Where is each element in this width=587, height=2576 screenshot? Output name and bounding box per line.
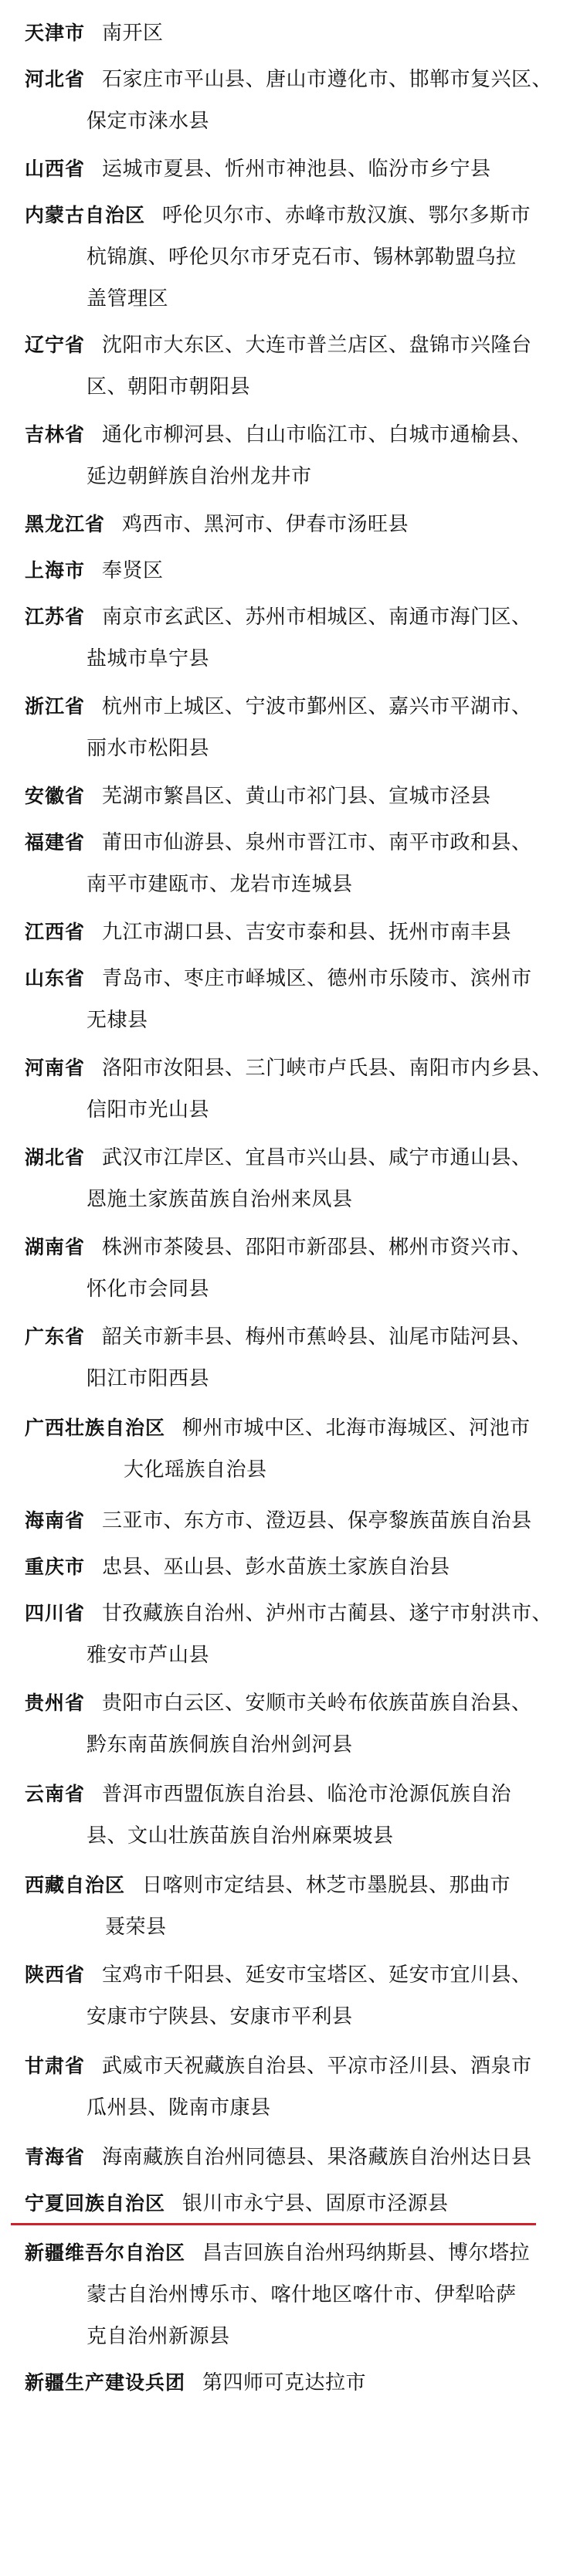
county-list: 青岛市、枣庄市峄城区、德州市乐陵市、滨州市 xyxy=(102,967,532,990)
county-list: 通化市柳河县、白山市临江市、白城市通榆县、 xyxy=(102,423,532,446)
entry-tianjin xyxy=(25,12,581,54)
county-list: 武汉市江岸区、宜昌市兴山县、咸宁市通山县、 xyxy=(102,1146,532,1169)
county-list: 武威市天祝藏族自治县、平凉市泾川县、酒泉市 xyxy=(102,2055,532,2078)
county-list: 杭州市上城区、宁波市鄞州区、嘉兴市平湖市、 xyxy=(102,695,532,718)
entry-guangxi xyxy=(25,1407,581,1491)
entry-xinjiang xyxy=(25,2232,581,2357)
entry-zhejiang xyxy=(25,686,581,769)
region-name: 湖北省 xyxy=(25,1146,86,1169)
county-list: 运城市夏县、忻州市神池县、临汾市乡宁县 xyxy=(102,158,491,181)
entry-hebei xyxy=(25,59,581,142)
county-list-continued: 杭锦旗、呼伦贝尔市牙克石市、锡林郭勒盟乌拉 xyxy=(87,246,517,269)
entry-ningxia xyxy=(25,2183,581,2225)
county-list-continued: 大化瑶族自治县 xyxy=(124,1458,267,1481)
entry-inner-mongolia xyxy=(25,195,581,320)
region-name: 湖南省 xyxy=(25,1236,86,1258)
county-list: 日喀则市定结县、林芝市墨脱县、那曲市 xyxy=(142,1874,511,1897)
county-list: 普洱市西盟佤族自治县、临沧市沧源佤族自治 xyxy=(102,1783,512,1806)
county-list-continued: 盖管理区 xyxy=(87,287,169,311)
county-list-continued: 无棣县 xyxy=(87,1009,148,1032)
county-list-continued: 克自治州新源县 xyxy=(87,2325,230,2348)
region-name: 重庆市 xyxy=(25,1556,86,1578)
county-list: 忠县、巫山县、彭水苗族土家族自治县 xyxy=(102,1556,450,1579)
entry-chongqing xyxy=(25,1546,581,1588)
county-list-continued: 延边朝鲜族自治州龙井市 xyxy=(87,465,312,488)
entry-shanxi xyxy=(25,148,581,190)
entry-shanghai xyxy=(25,550,581,592)
region-name: 吉林省 xyxy=(25,423,86,446)
county-list-continued: 区、朝阳市朝阳县 xyxy=(87,375,251,399)
region-name: 甘肃省 xyxy=(25,2055,86,2077)
county-list: 韶关市新丰县、梅州市蕉岭县、汕尾市陆河县、 xyxy=(102,1325,532,1349)
region-name: 江苏省 xyxy=(25,606,86,628)
entry-shaanxi xyxy=(25,1954,581,2038)
county-list: 奉贤区 xyxy=(102,559,164,582)
county-list-continued: 聂荣县 xyxy=(105,1916,167,1939)
region-name: 云南省 xyxy=(25,1783,86,1805)
county-list: 宝鸡市千阳县、延安市宝塔区、延安市宜川县、 xyxy=(102,1963,532,1987)
region-name: 天津市 xyxy=(25,22,86,44)
county-list: 柳州市城中区、北海市海城区、河池市 xyxy=(182,1417,531,1440)
region-name: 江西省 xyxy=(25,921,86,943)
county-list-continued: 瓜州县、陇南市康县 xyxy=(87,2096,271,2120)
county-list: 银川市永宁县、固原市泾源县 xyxy=(182,2192,449,2215)
entry-henan xyxy=(25,1047,581,1131)
entry-sichuan xyxy=(25,1593,581,1676)
region-name: 内蒙古自治区 xyxy=(25,204,146,226)
region-name: 四川省 xyxy=(25,1602,86,1624)
entry-heilongjiang xyxy=(25,504,581,545)
region-name: 宁夏回族自治区 xyxy=(25,2192,166,2215)
entry-anhui xyxy=(25,776,581,817)
county-list-continued: 恩施土家族苗族自治州来凤县 xyxy=(87,1188,353,1211)
region-name: 辽宁省 xyxy=(25,334,86,356)
entry-hubei xyxy=(25,1137,581,1220)
county-list: 昌吉回族自治州玛纳斯县、博尔塔拉 xyxy=(202,2242,531,2265)
county-list-continued: 县、文山壮族苗族自治州麻栗坡县 xyxy=(87,1824,394,1848)
county-list: 株洲市茶陵县、邵阳市新邵县、郴州市资兴市、 xyxy=(102,1236,532,1259)
entry-jilin xyxy=(25,414,581,497)
county-list-continued: 黔东南苗族侗族自治州剑河县 xyxy=(87,1733,353,1756)
region-name: 河南省 xyxy=(25,1057,86,1079)
region-name: 黑龙江省 xyxy=(25,513,106,535)
county-list-continued: 信阳市光山县 xyxy=(87,1098,210,1122)
region-name: 上海市 xyxy=(25,559,86,582)
region-name: 山西省 xyxy=(25,158,86,180)
region-name: 广东省 xyxy=(25,1325,86,1348)
region-name: 福建省 xyxy=(25,831,86,854)
entry-fujian xyxy=(25,822,581,905)
region-name: 安徽省 xyxy=(25,785,86,807)
entry-tibet xyxy=(25,1865,581,1948)
region-name: 新疆生产建设兵团 xyxy=(25,2371,186,2394)
county-list-continued: 保定市涞水县 xyxy=(87,110,210,133)
county-list: 洛阳市汝阳县、三门峡市卢氏县、南阳市内乡县、 xyxy=(102,1057,553,1080)
region-name: 贵州省 xyxy=(25,1692,86,1714)
entry-shandong xyxy=(25,958,581,1041)
region-name: 青海省 xyxy=(25,2146,86,2168)
county-list-continued: 雅安市芦山县 xyxy=(87,1644,210,1667)
entry-jiangxi xyxy=(25,911,581,953)
county-list: 沈阳市大东区、大连市普兰店区、盘锦市兴隆台 xyxy=(102,334,532,357)
county-list: 第四师可克达拉市 xyxy=(202,2371,367,2394)
county-list-continued: 盐城市阜宁县 xyxy=(87,647,210,670)
county-list: 芜湖市繁昌区、黄山市祁门县、宣城市泾县 xyxy=(102,785,491,808)
region-name: 新疆维吾尔自治区 xyxy=(25,2242,186,2264)
entry-qinghai xyxy=(25,2136,581,2178)
region-name: 海南省 xyxy=(25,1509,86,1532)
county-list: 鸡西市、黑河市、伊春市汤旺县 xyxy=(122,513,409,536)
entry-yunnan xyxy=(25,1773,581,1857)
county-list: 贵阳市白云区、安顺市关岭布依族苗族自治县、 xyxy=(102,1692,532,1715)
county-list-continued: 丽水市松阳县 xyxy=(87,737,210,760)
entry-hunan xyxy=(25,1227,581,1310)
county-list-continued: 南平市建瓯市、龙岩市连城县 xyxy=(87,873,353,896)
county-list: 九江市湖口县、吉安市泰和县、抚州市南丰县 xyxy=(102,921,512,944)
county-list: 南开区 xyxy=(102,22,164,45)
county-list-continued: 蒙古自治州博乐市、喀什地区喀什市、伊犁哈萨 xyxy=(87,2283,517,2306)
county-list-continued: 阳江市阳西县 xyxy=(87,1367,210,1390)
entry-xpcc xyxy=(25,2362,581,2404)
region-name: 陕西省 xyxy=(25,1963,86,1986)
entry-guizhou xyxy=(25,1682,581,1766)
region-name: 浙江省 xyxy=(25,695,86,718)
highlight-underline xyxy=(11,2223,536,2225)
county-list-continued: 安康市宁陕县、安康市平利县 xyxy=(87,2005,353,2028)
county-list: 南京市玄武区、苏州市相城区、南通市海门区、 xyxy=(102,606,532,629)
county-list: 海南藏族自治州同德县、果洛藏族自治州达日县 xyxy=(102,2146,532,2169)
county-list: 莆田市仙游县、泉州市晋江市、南平市政和县、 xyxy=(102,831,532,854)
county-list-continued: 怀化市会同县 xyxy=(87,1278,210,1301)
county-list: 石家庄市平山县、唐山市遵化市、邯郸市复兴区、 xyxy=(102,68,553,91)
region-name: 河北省 xyxy=(25,68,86,90)
region-name: 西藏自治区 xyxy=(25,1874,126,1896)
entry-liaoning xyxy=(25,324,581,408)
entry-gansu xyxy=(25,2045,581,2129)
county-list: 甘孜藏族自治州、泸州市古蔺县、遂宁市射洪市、 xyxy=(102,1602,553,1625)
region-name: 山东省 xyxy=(25,967,86,989)
county-list: 呼伦贝尔市、赤峰市敖汉旗、鄂尔多斯市 xyxy=(162,204,531,227)
entry-jiangsu xyxy=(25,596,581,680)
region-name: 广西壮族自治区 xyxy=(25,1417,166,1439)
entry-hainan xyxy=(25,1500,581,1542)
county-list: 三亚市、东方市、澄迈县、保亭黎族苗族自治县 xyxy=(102,1509,532,1532)
entry-guangdong xyxy=(25,1316,581,1400)
